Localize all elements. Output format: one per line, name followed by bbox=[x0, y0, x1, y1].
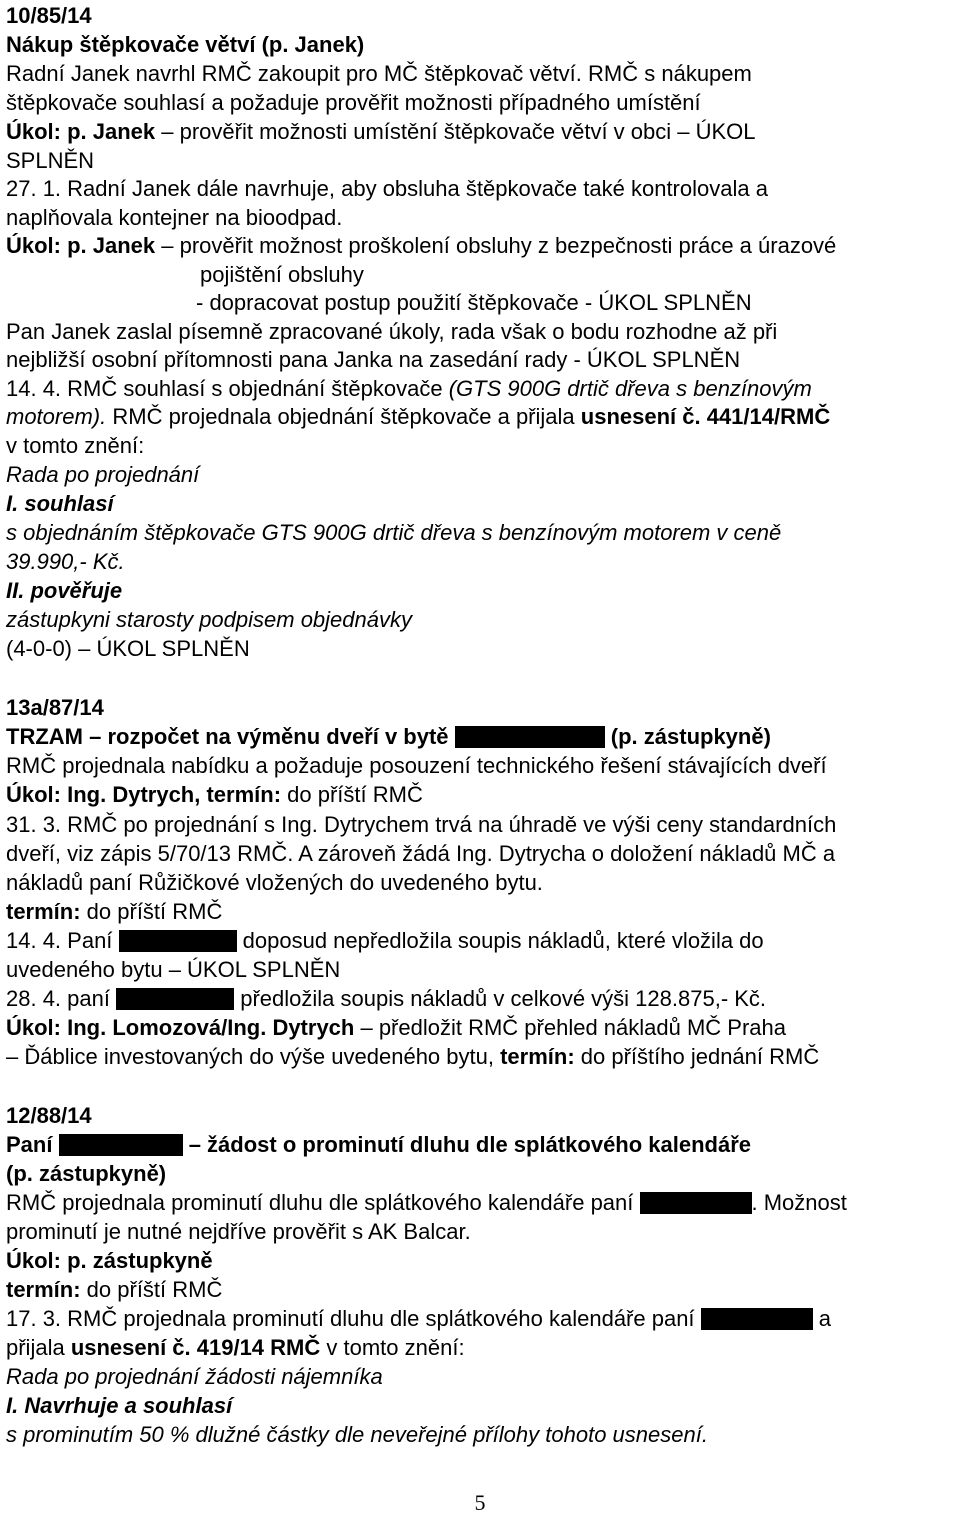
text-fragment: 17. 3. RMČ projednala prominutí dluhu dle splátkového kalendáře paní bbox=[6, 1306, 701, 1331]
text-line: - dopracovat postup použití štěpkovače - ÚKOL SPLNĚN bbox=[196, 290, 752, 315]
item-title bbox=[6, 1130, 751, 1159]
text-line: 31. 3. RMČ po projednání s Ing. Dytrychem trvá na úhradě ve výši ceny standardních bbox=[6, 812, 837, 837]
text-fragment: RMČ projednala objednání štěpkovače a přijala bbox=[106, 404, 581, 429]
resolution-intro: Rada po projednání žádosti nájemníka bbox=[6, 1364, 383, 1389]
task-label: Úkol: p. Janek bbox=[6, 119, 156, 144]
resolution-number: usnesení č. 441/14/RMČ bbox=[580, 404, 831, 429]
task-label: Úkol: p. Janek bbox=[6, 233, 156, 258]
task-label: Úkol: Ing. Dytrych, termín: bbox=[6, 782, 282, 807]
item-title bbox=[6, 722, 771, 751]
text-line bbox=[6, 926, 764, 955]
text-line bbox=[6, 402, 830, 431]
text-fragment: doposud nepředložila soupis nákladů, které vložila do bbox=[236, 928, 764, 953]
text-line bbox=[6, 374, 812, 403]
text-line: štěpkovače souhlasí a požaduje prověřit možnosti případného umístění bbox=[6, 90, 701, 115]
title-fragment: (p. zástupkyně) bbox=[604, 724, 771, 749]
task-text: – prověřit možnosti umístění štěpkovače větví v obci – ÚKOL bbox=[155, 119, 756, 144]
term-text: do příští RMČ bbox=[80, 1277, 223, 1302]
item-title: Nákup štěpkovače větví (p. Janek) bbox=[6, 32, 365, 57]
task-line bbox=[6, 1013, 786, 1042]
text-fragment: předložila soupis nákladů v celkové výši 128.875,- Kč. bbox=[234, 986, 767, 1011]
text-line bbox=[6, 1304, 831, 1333]
task-line bbox=[6, 117, 756, 146]
task-text: – prověřit možnost proškolení obsluhy z bezpečnosti práce a úrazové bbox=[155, 233, 837, 258]
resolution-point-heading: I. souhlasí bbox=[6, 491, 114, 516]
text-line: Radní Janek navrhl RMČ zakoupit pro MČ štěpkovač větví. RMČ s nákupem bbox=[6, 61, 752, 86]
vote-line: (4-0-0) – ÚKOL SPLNĚN bbox=[6, 636, 250, 661]
redaction-block bbox=[701, 1308, 813, 1330]
text-line: prominutí je nutné nejdříve prověřit s AK Balcar. bbox=[6, 1219, 471, 1244]
text-line: SPLNĚN bbox=[6, 148, 95, 173]
text-line: 27. 1. Radní Janek dále navrhuje, aby obsluha štěpkovače také kontrolovala a bbox=[6, 176, 768, 201]
text-fragment: 14. 4. Paní bbox=[6, 928, 119, 953]
text-line bbox=[6, 1333, 465, 1362]
italic-fragment: motorem). bbox=[6, 404, 107, 429]
resolution-text: s prominutím 50 % dlužné částky dle neveřejné přílohy tohoto usnesení. bbox=[6, 1422, 708, 1447]
task-text: – Ďáblice investovaných do výše uvedeného bytu, bbox=[6, 1044, 501, 1069]
text-line bbox=[6, 1188, 847, 1217]
italic-fragment: (GTS 900G drtič dřeva s benzínovým bbox=[448, 376, 812, 401]
title-fragment: – žádost o prominutí dluhu dle splátkového kalendáře bbox=[182, 1132, 752, 1157]
item-number: 13a/87/14 bbox=[6, 695, 104, 720]
term-line bbox=[6, 897, 222, 926]
text-line: Pan Janek zaslal písemně zpracované úkoly, rada však o bodu rozhodne až při bbox=[6, 319, 778, 344]
resolution-text: s objednáním štěpkovače GTS 900G drtič dřeva s benzínovým motorem v ceně bbox=[6, 520, 782, 545]
resolution-point-heading: I. Navrhuje a souhlasí bbox=[6, 1393, 233, 1418]
text-line: pojištění obsluhy bbox=[200, 262, 364, 287]
title-fragment: TRZAM – rozpočet na výměnu dveří v bytě bbox=[6, 724, 449, 749]
redaction-block bbox=[119, 930, 237, 952]
text-fragment: . Možnost bbox=[751, 1190, 847, 1215]
text-line bbox=[6, 984, 766, 1013]
text-fragment: RMČ projednala prominutí dluhu dle splátkového kalendáře paní bbox=[6, 1190, 640, 1215]
text-line: dveří, viz zápis 5/70/13 RMČ. A zároveň žádá Ing. Dytrycha o doložení nákladů MČ a bbox=[6, 841, 836, 866]
text-fragment: přijala bbox=[6, 1335, 71, 1360]
resolution-text: zástupkyni starosty podpisem objednávky bbox=[6, 607, 412, 632]
text-line: naplňovala kontejner na bioodpad. bbox=[6, 205, 343, 230]
item-number: 10/85/14 bbox=[6, 3, 92, 28]
resolution-point-heading: II. pověřuje bbox=[6, 578, 123, 603]
task-line bbox=[6, 1042, 819, 1071]
text-line: RMČ projednala nabídku a požaduje posouzení technického řešení stávajících dveří bbox=[6, 753, 827, 778]
redaction-block bbox=[640, 1192, 752, 1214]
text-line: v tomto znění: bbox=[6, 433, 145, 458]
text-fragment: v tomto znění: bbox=[320, 1335, 465, 1360]
term-text: do příštího jednání RMČ bbox=[574, 1044, 820, 1069]
term-label: termín: bbox=[500, 1044, 575, 1069]
task-text: – předložit RMČ přehled nákladů MČ Praha bbox=[354, 1015, 787, 1040]
task-line bbox=[6, 780, 423, 809]
title-fragment: Paní bbox=[6, 1132, 53, 1157]
text-line: uvedeného bytu – ÚKOL SPLNĚN bbox=[6, 957, 341, 982]
term-line bbox=[6, 1275, 222, 1304]
item-title-continued: (p. zástupkyně) bbox=[6, 1161, 167, 1186]
redaction-block bbox=[116, 988, 234, 1010]
task-line: Úkol: p. zástupkyně bbox=[6, 1248, 213, 1273]
resolution-number: usnesení č. 419/14 RMČ bbox=[70, 1335, 321, 1360]
term-label: termín: bbox=[6, 899, 81, 924]
term-label: termín: bbox=[6, 1277, 81, 1302]
task-text: do příští RMČ bbox=[281, 782, 423, 807]
redaction-block bbox=[59, 1134, 183, 1156]
term-text: do příští RMČ bbox=[80, 899, 223, 924]
task-line bbox=[6, 231, 836, 260]
text-fragment: 28. 4. paní bbox=[6, 986, 117, 1011]
task-label: Úkol: Ing. Lomozová/Ing. Dytrych bbox=[6, 1015, 355, 1040]
text-line: nejbližší osobní přítomnosti pana Janka na zasedání rady - ÚKOL SPLNĚN bbox=[6, 347, 741, 372]
resolution-text: 39.990,- Kč. bbox=[6, 549, 125, 574]
text-fragment: a bbox=[812, 1306, 832, 1331]
page-number: 5 bbox=[474, 1490, 486, 1515]
redaction-block bbox=[455, 726, 605, 748]
text-line: nákladů paní Růžičkové vložených do uvedeného bytu. bbox=[6, 870, 543, 895]
resolution-intro: Rada po projednání bbox=[6, 462, 200, 487]
item-number: 12/88/14 bbox=[6, 1103, 92, 1128]
text-fragment: 14. 4. RMČ souhlasí s objednání štěpkovače bbox=[6, 376, 449, 401]
